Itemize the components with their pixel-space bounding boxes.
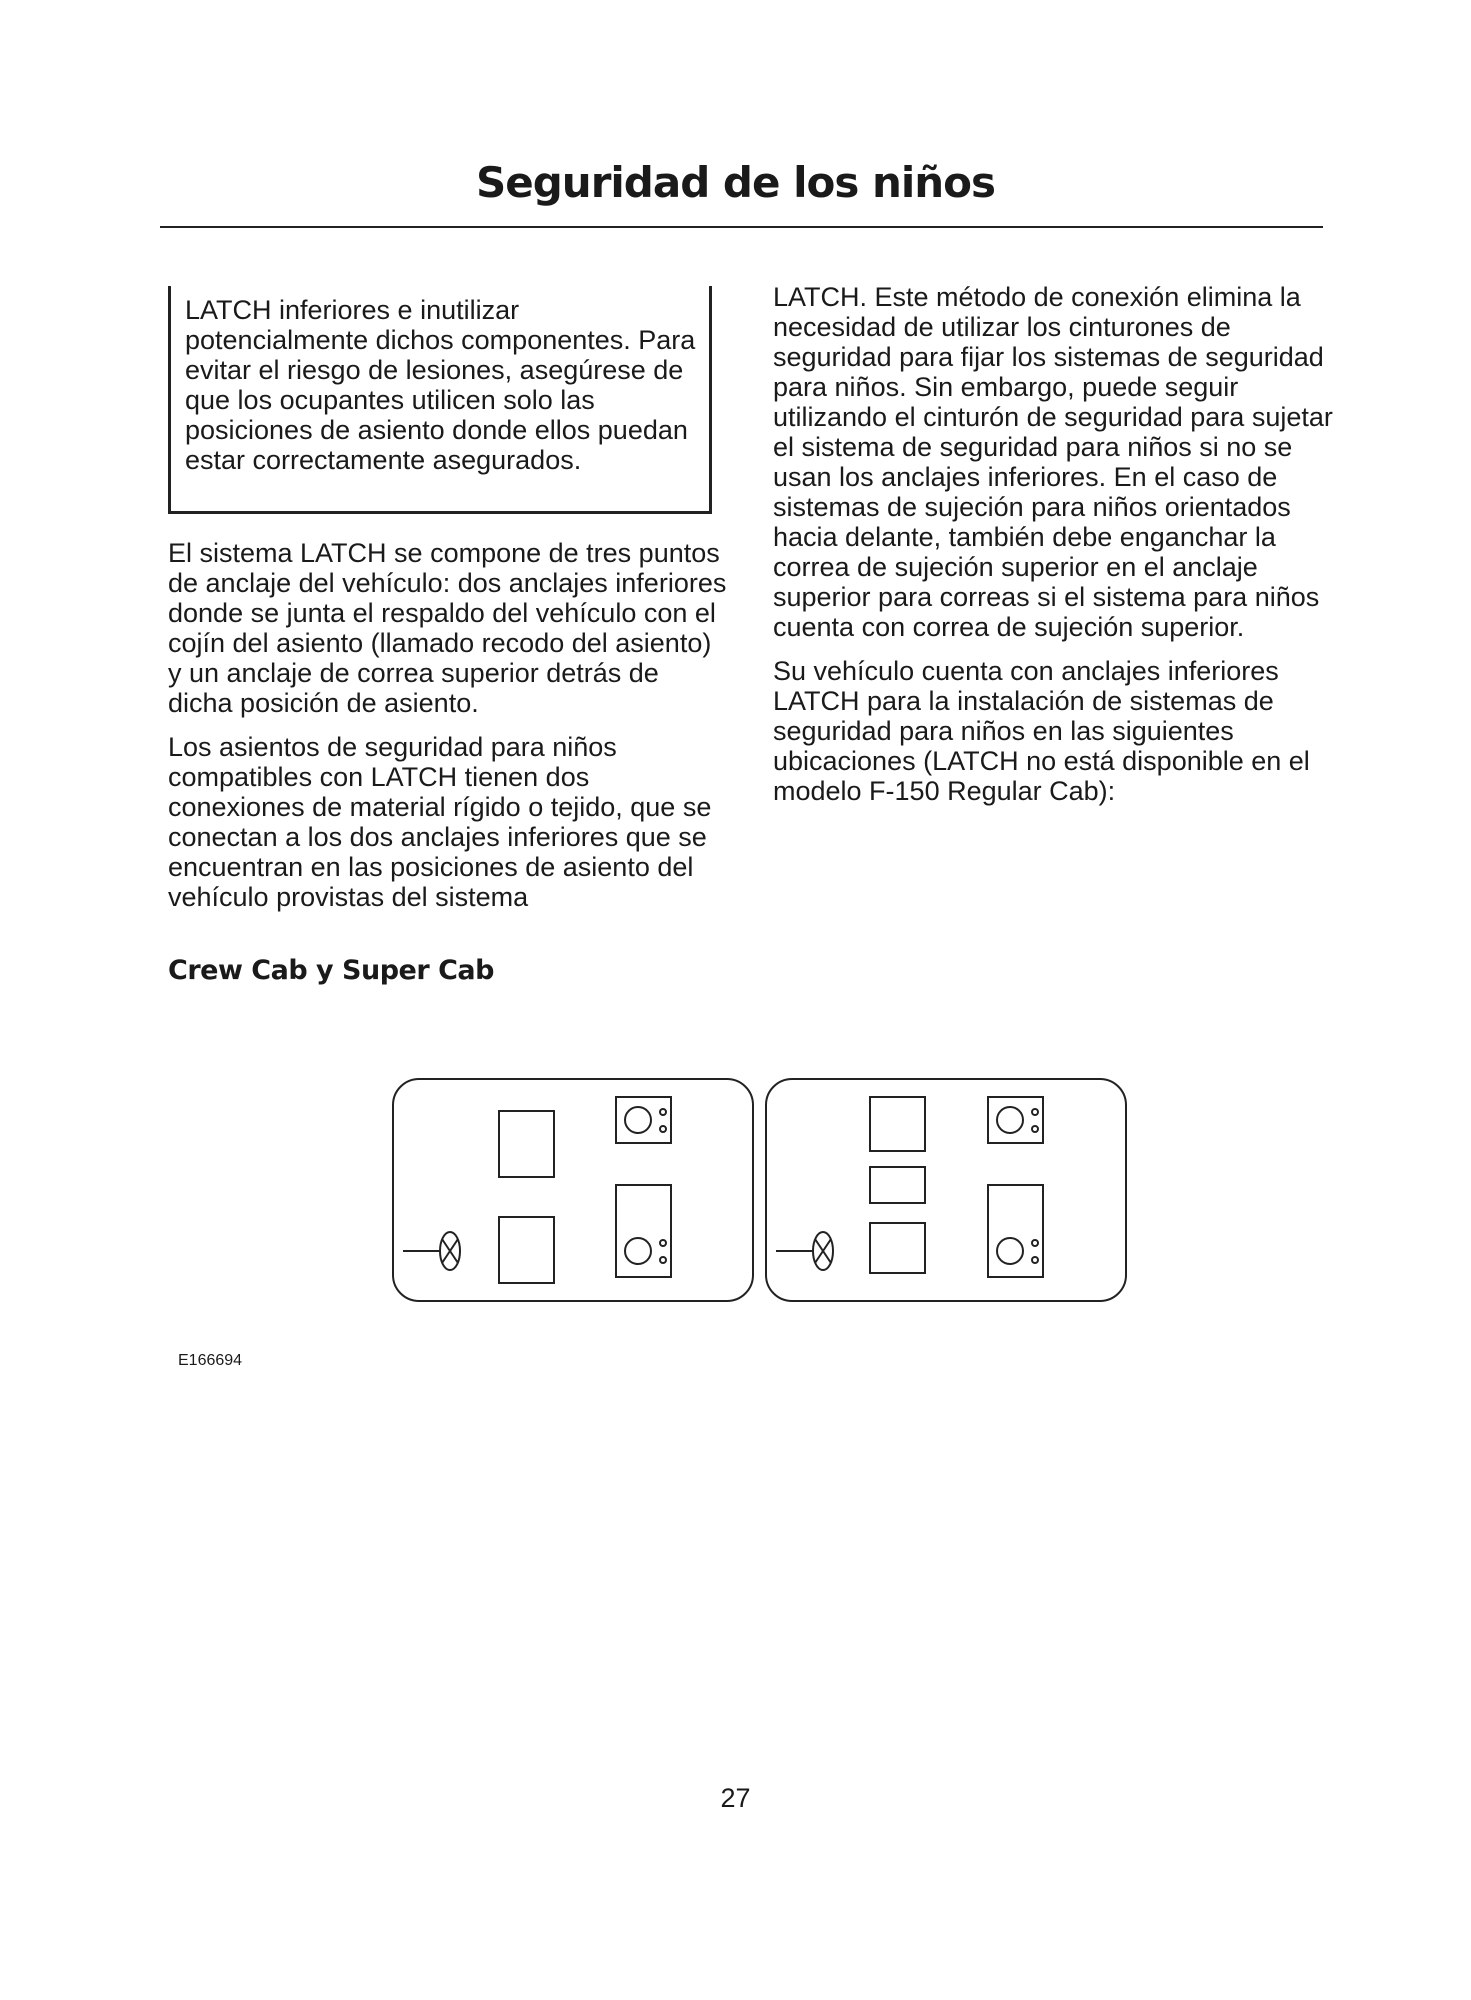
warning-box bbox=[168, 286, 712, 514]
front-seat-right-latch bbox=[616, 1097, 671, 1143]
left-column bbox=[168, 538, 728, 926]
right-column bbox=[773, 282, 1333, 820]
page-title: Seguridad de los niños bbox=[476, 158, 995, 207]
warning-text: LATCH inferiores e inutilizar potencialmente dichos componentes. Para evitar el riesgo de lesiones, asegúrese de que los ocupantes utilicen solo las posiciones de asiento donde ellos puedan estar correctamente asegurados. bbox=[185, 295, 696, 475]
front-seat-left bbox=[499, 1111, 554, 1177]
front-seat-right-latch bbox=[988, 1097, 1043, 1143]
rear-seat-right-latch bbox=[616, 1185, 671, 1277]
rear-seat-right-latch bbox=[988, 1185, 1043, 1277]
crew-cab-layout bbox=[393, 1079, 753, 1301]
super-cab-layout bbox=[766, 1079, 1126, 1301]
figure-id: E166694 bbox=[178, 1352, 243, 1369]
cab-outline bbox=[393, 1079, 753, 1301]
steering-wheel-icon bbox=[403, 1232, 460, 1270]
paragraph-latch-components: El sistema LATCH se compone de tres puntos de anclaje del vehículo: dos anclajes inferiores donde se junta el respaldo del vehículo con el cojín del asiento (llamado recodo del asiento) y un anclaje de correa superior detrás de dicha posición de asiento. bbox=[168, 538, 727, 718]
section-subheading: Crew Cab y Super Cab bbox=[168, 955, 494, 986]
title-divider bbox=[160, 226, 1323, 228]
paragraph-latch-method: LATCH. Este método de conexión elimina la necesidad de utilizar los cinturones de seguridad para fijar los sistemas de seguridad para niños. Sin embargo, puede seguir utilizando el cinturón de seguridad para sujetar el sistema de seguridad para niños si no se usan los anclajes inferiores. En el caso de sistemas de sujeción para niños orientados hacia delante, también debe enganchar la correa de sujeción superior en el anclaje superior para correas si el sistema para niños cuenta con correa de sujeción superior. bbox=[773, 282, 1333, 642]
latch-locations-diagram bbox=[380, 1065, 1140, 1305]
steering-wheel-icon bbox=[776, 1232, 833, 1270]
paragraph-latch-seats: Los asientos de seguridad para niños compatibles con LATCH tienen dos conexiones de material rígido o tejido, que se conectan a los dos anclajes inferiores que se encuentran en las posiciones de asiento del vehículo provistas del sistema bbox=[168, 732, 712, 912]
front-seat-left bbox=[870, 1097, 925, 1151]
rear-seat-left bbox=[870, 1223, 925, 1273]
paragraph-latch-locations: Su vehículo cuenta con anclajes inferiores LATCH para la instalación de sistemas de seguridad para niños en las siguientes ubicaciones (LATCH no está disponible en el modelo F-150 Regular Cab): bbox=[773, 656, 1310, 806]
rear-seat-left bbox=[499, 1217, 554, 1283]
page-number: 27 bbox=[720, 1783, 751, 1813]
cab-outline bbox=[766, 1079, 1126, 1301]
center-seat bbox=[870, 1167, 925, 1203]
